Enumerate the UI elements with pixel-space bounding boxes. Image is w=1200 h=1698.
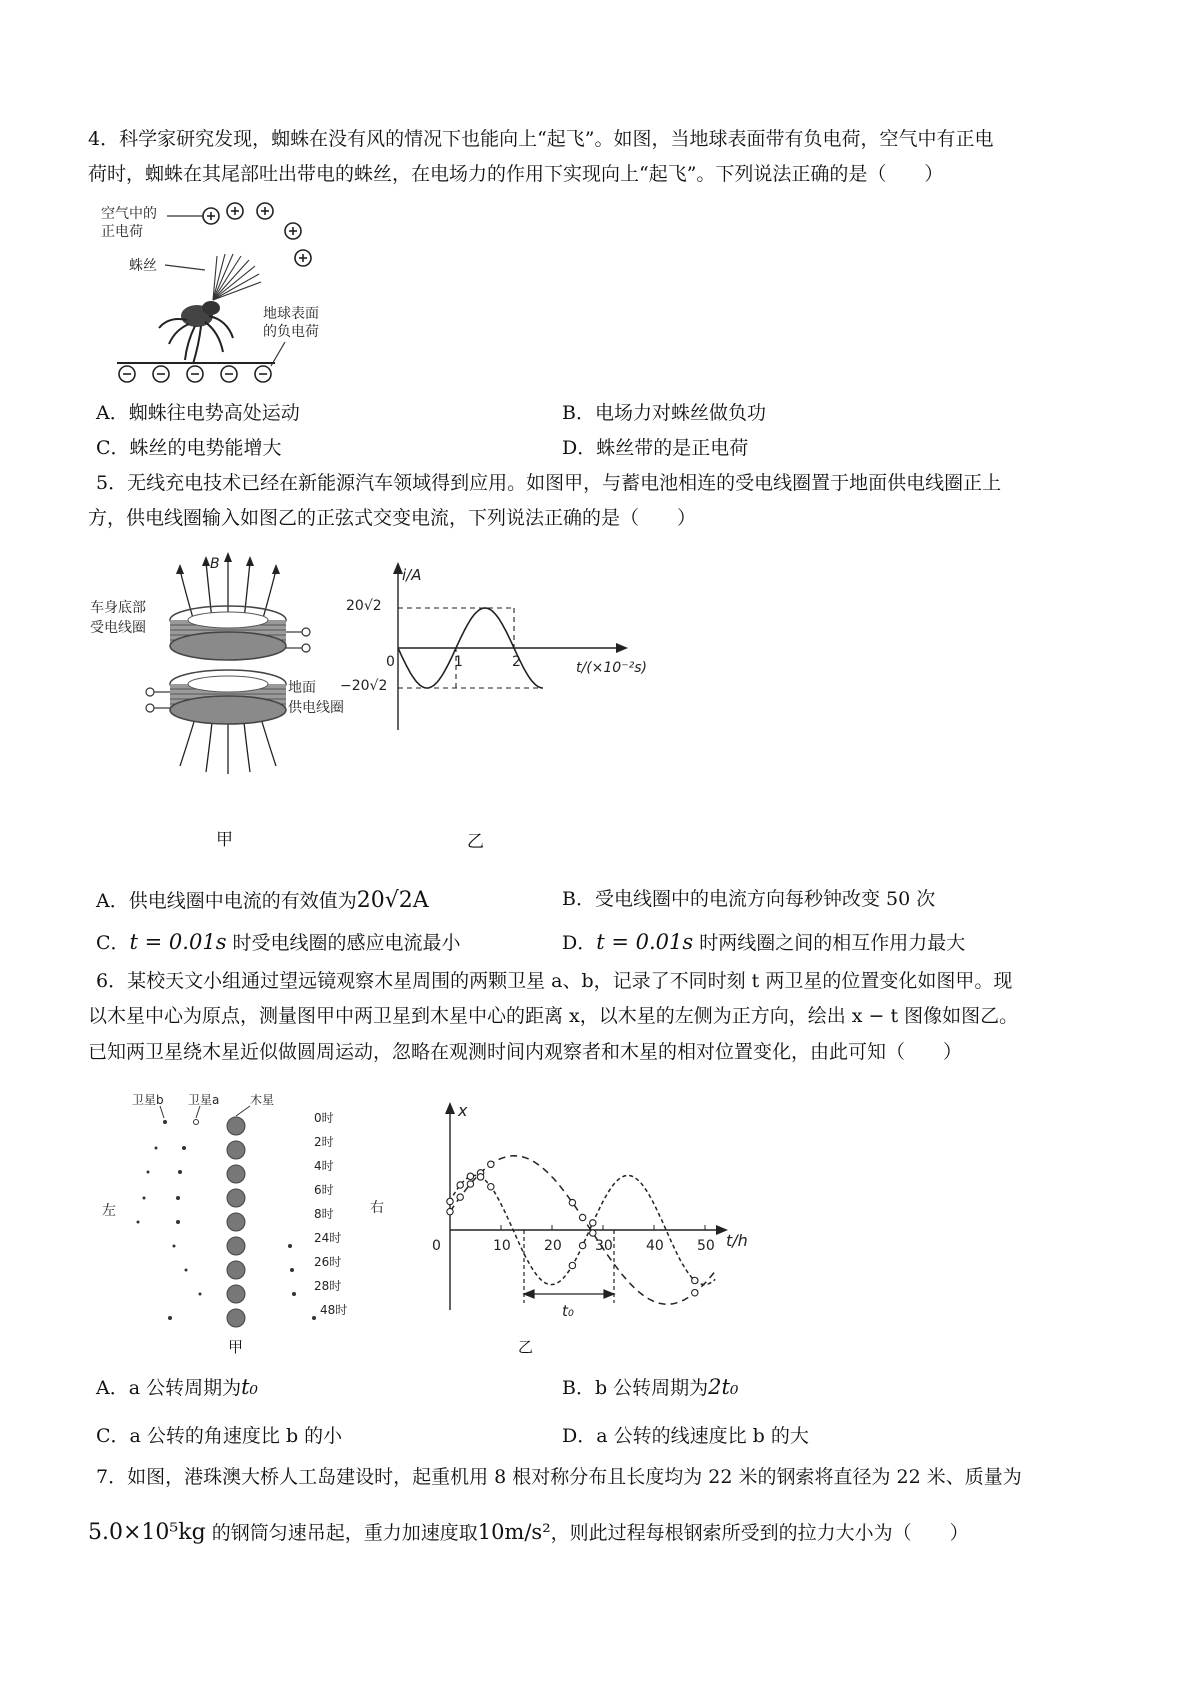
x-tick-20: 20: [544, 1238, 562, 1254]
time-label-24: 24时: [314, 1231, 342, 1245]
label-supply-coil-2: 供电线圈: [288, 700, 344, 716]
series-1-point-0: [447, 1198, 453, 1204]
q4-option-c[interactable]: C．蛛丝的电势能增大: [96, 437, 282, 459]
q7-stem-line1: 7．如图，港珠澳大桥人工岛建设时，起重机用 8 根对称分布且长度均为 22 米的钢索将直径为 22 米、质量为: [96, 1466, 1022, 1488]
x-tick-30: 30: [595, 1238, 613, 1254]
q6-option-b[interactable]: [562, 1375, 738, 1400]
q5-option-c-letter: C．: [96, 932, 130, 954]
q5-stem-line1: 5．无线充电技术已经在新能源汽车领域得到应用。如图甲，与蓄电池相连的受电线圈置于地面供电线圈正上: [96, 472, 1002, 494]
q5-option-c[interactable]: [96, 930, 461, 955]
q5-option-a-text: A．供电线圈中电流的有效值为: [96, 890, 357, 912]
q7-stem-mid: 的钢筒匀速吊起，重力加速度取: [205, 1522, 478, 1544]
current-axis-label: i/A: [402, 566, 422, 584]
y-max-label: 20√2: [346, 598, 382, 614]
x-tick-10: 10: [493, 1238, 511, 1254]
x-tick-0: 0: [432, 1238, 441, 1254]
series-1-point-4: [488, 1183, 494, 1189]
label-receiving-coil-2: 受电线圈: [90, 620, 146, 636]
time-label-28: 28时: [314, 1279, 342, 1293]
q4-stem-line2: 荷时，蜘蛛在其尾部吐出带电的蛛丝，在电场力的作用下实现向上“起飞”。下列说法正确的是（ ）: [88, 163, 944, 185]
spider-figure: [95, 198, 335, 393]
current-chart: [338, 560, 647, 730]
q6-option-c[interactable]: C．a 公转的角速度比 b 的小: [96, 1425, 343, 1447]
y-min-label: −20√2: [340, 678, 388, 694]
series-1-point-8: [692, 1277, 698, 1283]
label-B: B: [210, 556, 220, 572]
time-label-4: 4时: [314, 1159, 334, 1173]
label-supply-coil-1: 地面: [288, 680, 316, 696]
q7-stem-end: ，则此过程每根钢索所受到的拉力大小为（ ）: [550, 1522, 969, 1544]
time-label-26: 26时: [314, 1255, 342, 1269]
series-0-point-6: [579, 1214, 585, 1220]
label-silk: 蛛丝: [129, 258, 157, 274]
label-jupiter: 木星: [250, 1093, 275, 1107]
q6-option-a-text: A．a 公转周期为: [96, 1377, 242, 1399]
caption-observation-jia: 甲: [228, 1338, 244, 1356]
series-1-point-5: [569, 1262, 575, 1268]
series-0-point-2: [467, 1181, 473, 1187]
label-right: 右: [370, 1200, 384, 1216]
series-0-point-7: [590, 1230, 596, 1236]
q5-option-c-text: 时受电线圈的感应电流最小: [226, 932, 461, 954]
time-label-8: 8时: [314, 1207, 334, 1221]
caption-xt-yi: 乙: [518, 1338, 534, 1356]
q4-option-a[interactable]: A．蜘蛛往电势高处运动: [96, 402, 300, 424]
q5-stem-line2: 方，供电线圈输入如图乙的正弦式交变电流，下列说法正确的是（ ）: [88, 507, 697, 529]
q6-option-d[interactable]: D．a 公转的线速度比 b 的大: [562, 1425, 809, 1447]
label-earth-charge-2: 的负电荷: [263, 324, 319, 340]
label-air-charge-2: 正电荷: [101, 224, 143, 240]
receiving-coil: [170, 606, 286, 660]
jupiter-observation-figure: [100, 1090, 400, 1345]
q5-option-c-eq: t = 0.01s: [129, 930, 227, 954]
tick-label-2: 2: [512, 654, 521, 670]
q5-option-a-value: 20√2A: [356, 888, 429, 913]
q5-option-d-eq: t = 0.01s: [596, 930, 694, 954]
q5-option-d-letter: D．: [562, 932, 597, 954]
q5-option-d-text: 时两线圈之间的相互作用力最大: [693, 932, 966, 954]
q6-stem-line3: 已知两卫星绕木星近似做圆周运动，忽略在观测时间内观察者和木星的相对位置变化，由此可知（ ）: [88, 1041, 963, 1063]
time-label-2: 2时: [314, 1135, 334, 1149]
label-earth-charge-1: 地球表面: [263, 306, 319, 322]
q4-option-b[interactable]: B．电场力对蛛丝做负功: [562, 402, 766, 424]
caption-current-yi: 乙: [467, 832, 484, 852]
positive-charges: [203, 203, 311, 266]
x-tick-40: 40: [646, 1238, 664, 1254]
origin-label: 0: [386, 654, 395, 670]
tick-label-1: 1: [454, 654, 463, 670]
q6-stem-line1: 6．某校天文小组通过望远镜观察木星周围的两颗卫星 a、b，记录了不同时刻 t 两卫星的位置变化如图甲。现: [96, 970, 1013, 992]
coil-figure: [88, 552, 368, 792]
q6-option-a-eq: t₀: [241, 1375, 258, 1399]
time-label-48: 48时: [320, 1303, 348, 1317]
xt-chart: [430, 1098, 748, 1323]
label-receiving-coil-1: 车身底部: [90, 600, 146, 616]
q5-option-d[interactable]: [562, 930, 965, 955]
time-label-0: 0时: [314, 1111, 334, 1125]
spider-silk-threads: [213, 254, 261, 300]
series-0-point-4: [488, 1161, 494, 1167]
satellite-dots: [137, 1120, 317, 1321]
series-0-point-0: [447, 1208, 453, 1214]
time-axis-label: t/(×10⁻²s): [576, 660, 647, 676]
negative-charges: [119, 366, 271, 382]
series-1-point-1: [457, 1182, 463, 1188]
label-satellite-b: 卫星b: [132, 1093, 164, 1107]
series-1-point-6: [579, 1242, 585, 1248]
label-satellite-a: 卫星a: [188, 1093, 220, 1107]
x-tick-50: 50: [697, 1238, 715, 1254]
series-0-point-8: [692, 1290, 698, 1296]
magnetic-field-lines: [180, 558, 276, 774]
q7-mass-value: 5.0×10⁵kg: [88, 1520, 206, 1545]
series-1-point-7: [590, 1220, 596, 1226]
q5-option-a[interactable]: [96, 888, 429, 914]
q4-option-d[interactable]: D．蛛丝带的是正电荷: [562, 437, 749, 459]
t-axis-label: t/h: [726, 1231, 748, 1250]
time-label-6: 6时: [314, 1183, 334, 1197]
q5-option-b[interactable]: B．受电线圈中的电流方向每秒钟改变 50 次: [562, 888, 936, 910]
caption-coil-jia: 甲: [216, 830, 233, 850]
series-1-point-2: [467, 1173, 473, 1179]
series-1-point-3: [477, 1174, 483, 1180]
series-0-point-1: [457, 1194, 463, 1200]
jupiter-disks: [227, 1117, 245, 1327]
q7-stem-line2: [88, 1520, 969, 1546]
x-axis-label: x: [458, 1101, 468, 1120]
q6-option-b-eq: 2t₀: [708, 1375, 739, 1399]
q6-option-b-text: B．b 公转周期为: [562, 1377, 709, 1399]
t0-label: t₀: [562, 1302, 574, 1320]
q4-stem-line1: 4．科学家研究发现，蜘蛛在没有风的情况下也能向上“起飞”。如图，当地球表面带有负电荷，空气中有正电: [88, 128, 994, 150]
supply-coil: [170, 670, 286, 724]
q7-gravity-value: 10m/s²: [477, 1520, 551, 1544]
label-left: 左: [102, 1203, 116, 1219]
q6-option-a[interactable]: [96, 1375, 258, 1400]
q6-stem-line2: 以木星中心为原点，测量图甲中两卫星到木星中心的距离 x，以木星的左侧为正方向，绘出 x − t 图像如图乙。: [88, 1005, 1019, 1027]
label-air-charge-1: 空气中的: [101, 206, 157, 222]
spider-icon: [159, 301, 233, 364]
series-0-point-5: [569, 1199, 575, 1205]
